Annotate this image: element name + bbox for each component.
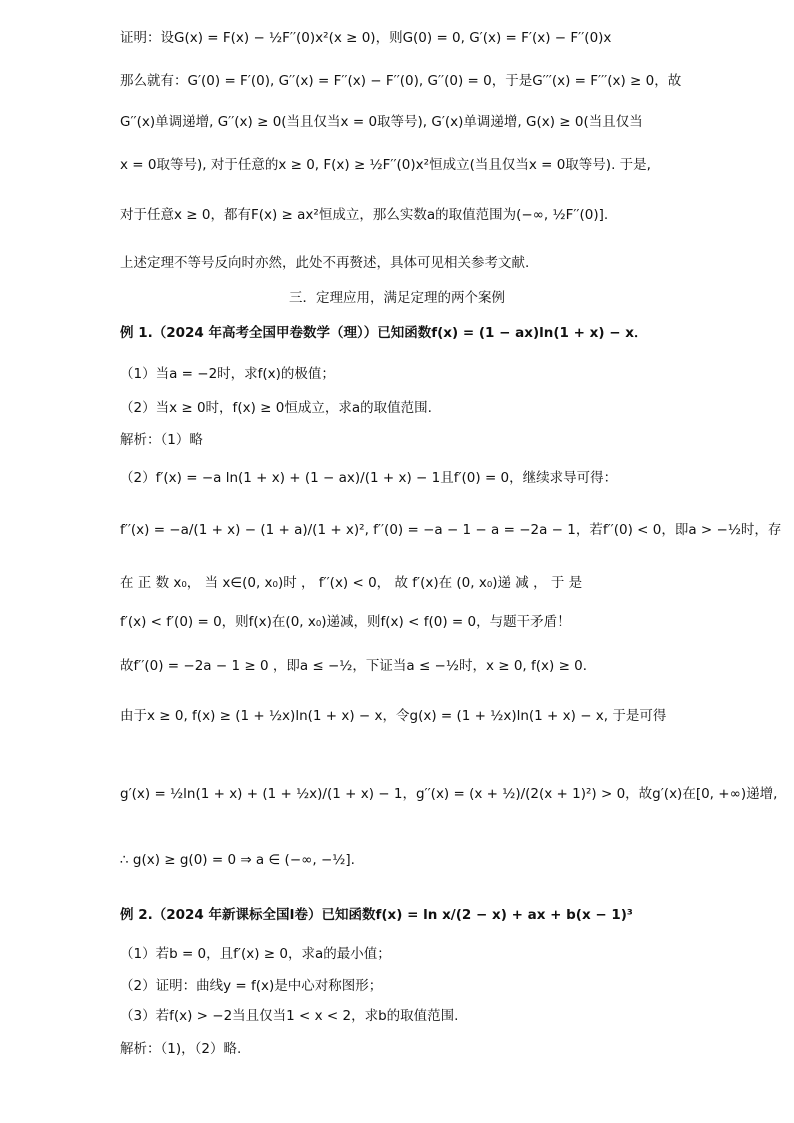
proof-line-1: 证明：设G(x) = F(x) − ½F′′(0)x²(x ≥ 0)，则G(0) = 0, G′(x) = F′(x) − F′′(0)x xyxy=(120,30,612,46)
example-1-question-1: （1）当a = −2时，求f(x)的极值； xyxy=(120,366,335,382)
solution-label-2: 解析：（1)，（2）略. xyxy=(120,1041,242,1057)
solution-line-3: 在 正 数 x₀， 当 x∈(0, x₀)时 ， f′′(x) < 0， 故 f′(x)在 (0, x₀)递 减 ， 于 是 xyxy=(120,575,583,591)
solution-line-1: （2）f′(x) = −a ln(1 + x) + (1 − ax)/(1 + x) − 1且f′(0) = 0，继续求导可得： xyxy=(120,470,618,486)
remark-line: 上述定理不等号反向时亦然，此处不再赘述，具体可见相关参考文献. xyxy=(120,255,530,271)
proof-line-5: 对于任意x ≥ 0，都有F(x) ≥ ax²恒成立，那么实数a的取值范围为(−∞, ½F′′(0)]. xyxy=(120,207,609,223)
solution-line-4: f′(x) < f′(0) = 0，则f(x)在(0, x₀)递减，则f(x) < f(0) = 0，与题干矛盾！ xyxy=(120,614,571,630)
example-1-question-2: （2）当x ≥ 0时，f(x) ≥ 0恒成立，求a的取值范围. xyxy=(120,400,432,416)
proof-line-2: 那么就有：G′(0) = F′(0), G′′(x) = F′′(x) − F′′(0), G′′(0) = 0，于是G′′′(x) = F′′′(x) ≥ 0，故 xyxy=(120,73,682,89)
solution-label-1: 解析：（1）略 xyxy=(120,432,203,448)
example-2-question-3: （3）若f(x) > −2当且仅当1 < x < 2，求b的取值范围. xyxy=(120,1008,459,1024)
example-2-title: 例 2.（2024 年新课标全国Ⅰ卷）已知函数f(x) = ln x/(2 − x) + ax + b(x − 1)³ xyxy=(120,907,633,923)
section-heading: 三．定理应用，满足定理的两个案例 xyxy=(289,290,505,306)
solution-line-2: f′′(x) = −a/(1 + x) − (1 + a)/(1 + x)², f′′(0) = −a − 1 − a = −2a − 1，若f′′(0) < 0，即a > −½时，存 xyxy=(120,522,782,538)
example-1-title: 例 1.（2024 年高考全国甲卷数学（理））已知函数f(x) = (1 − ax)ln(1 + x) − x． xyxy=(120,325,648,341)
solution-line-7: g′(x) = ½ln(1 + x) + (1 + ½x)/(1 + x) − 1，g′′(x) = (x + ½)/(2(x + 1)²) > 0，故g′(x)在[0, +∞)递增, xyxy=(120,786,778,802)
example-2-question-2: （2）证明：曲线y = f(x)是中心对称图形； xyxy=(120,978,383,994)
proof-line-4: x = 0取等号), 对于任意的x ≥ 0, F(x) ≥ ½F′′(0)x²恒成立(当且仅当x = 0取等号). 于是, xyxy=(120,157,651,173)
solution-line-6: 由于x ≥ 0, f(x) ≥ (1 + ½x)ln(1 + x) − x，令g(x) = (1 + ½x)ln(1 + x) − x, 于是可得 xyxy=(120,708,667,724)
proof-line-3: G′′(x)单调递增, G′′(x) ≥ 0(当且仅当x = 0取等号), G′(x)单调递增, G(x) ≥ 0(当且仅当 xyxy=(120,114,643,130)
solution-line-8: ∴ g(x) ≥ g(0) = 0 ⇒ a ∈ (−∞, −½]. xyxy=(120,852,355,868)
solution-line-5: 故f′′(0) = −2a − 1 ≥ 0 ，即a ≤ −½，下证当a ≤ −½时，x ≥ 0, f(x) ≥ 0． xyxy=(120,658,597,674)
example-2-question-1: （1）若b = 0，且f′(x) ≥ 0，求a的最小值； xyxy=(120,946,391,962)
